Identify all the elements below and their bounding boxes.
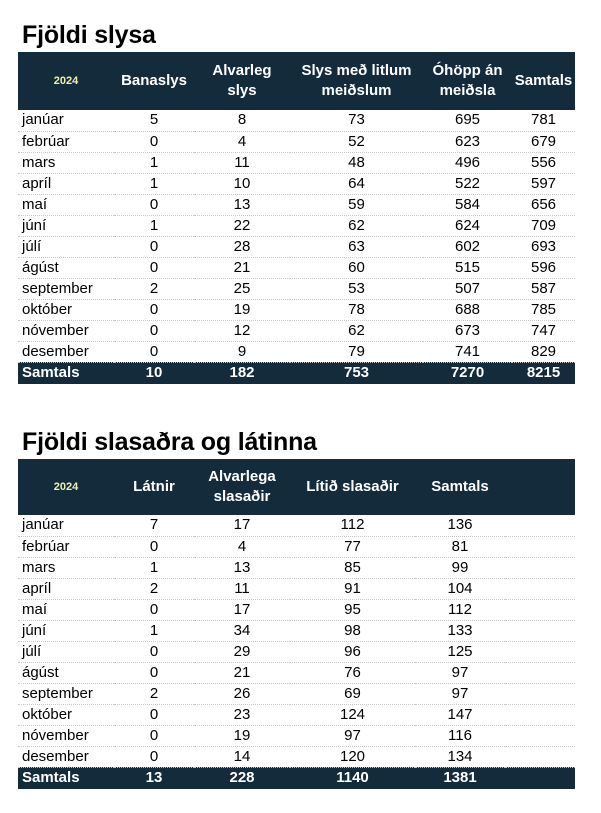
ohopp-cell: 624 <box>423 215 512 236</box>
litid-cell: 120 <box>290 746 415 767</box>
latnir-cell: 0 <box>114 725 194 746</box>
header-line: Alvarleg <box>212 62 272 79</box>
samtals-cell: 679 <box>512 131 575 152</box>
banaslys-cell: 1 <box>114 215 194 236</box>
year-header: 2024 <box>53 75 79 87</box>
latnir-cell: 0 <box>114 746 194 767</box>
alvarlega-cell: 14 <box>194 746 290 767</box>
banaslys-cell: 0 <box>114 320 194 341</box>
table-row <box>18 215 575 236</box>
month-cell: júlí <box>18 236 114 257</box>
month-cell: nóvember <box>18 725 114 746</box>
ohopp-cell: 522 <box>423 173 512 194</box>
table-header-row <box>18 52 575 110</box>
litlum-cell: 64 <box>290 173 423 194</box>
alvarlega-cell: 17 <box>194 515 290 536</box>
litid-cell: 112 <box>290 515 415 536</box>
litlum-cell: 79 <box>290 341 423 362</box>
header-line: Óhöpp án <box>432 62 503 79</box>
month-cell: ágúst <box>18 257 114 278</box>
header-samtals: Samtals <box>431 478 489 495</box>
samtals-cell: 112 <box>415 599 505 620</box>
litid-cell: 77 <box>290 536 415 557</box>
samtals-cell: 747 <box>512 320 575 341</box>
latnir-cell: 0 <box>114 704 194 725</box>
empty-cell <box>505 662 575 683</box>
table-header-row <box>18 459 575 515</box>
banaslys-cell: 0 <box>114 131 194 152</box>
litid-cell: 95 <box>290 599 415 620</box>
alvarleg-cell: 12 <box>194 320 290 341</box>
total-banaslys: 10 <box>145 364 163 381</box>
alvarleg-cell: 25 <box>194 278 290 299</box>
samtals-cell: 656 <box>512 194 575 215</box>
samtals-cell: 693 <box>512 236 575 257</box>
header-slys-litlum <box>290 52 423 110</box>
banaslys-cell: 5 <box>114 110 194 131</box>
litlum-cell: 62 <box>290 320 423 341</box>
banaslys-cell: 2 <box>114 278 194 299</box>
banaslys-cell: 1 <box>114 152 194 173</box>
litlum-cell: 62 <box>290 215 423 236</box>
samtals-cell: 587 <box>512 278 575 299</box>
ohopp-cell: 602 <box>423 236 512 257</box>
ohopp-cell: 741 <box>423 341 512 362</box>
litid-cell: 85 <box>290 557 415 578</box>
samtals-cell: 104 <box>415 578 505 599</box>
empty-cell <box>505 536 575 557</box>
banaslys-cell: 0 <box>114 194 194 215</box>
samtals-cell: 147 <box>415 704 505 725</box>
month-cell: janúar <box>18 515 114 536</box>
alvarleg-cell: 8 <box>194 110 290 131</box>
samtals-cell: 97 <box>415 683 505 704</box>
litlum-cell: 48 <box>290 152 423 173</box>
table-row <box>18 299 575 320</box>
alvarleg-cell: 9 <box>194 341 290 362</box>
alvarlega-cell: 23 <box>194 704 290 725</box>
alvarlega-cell: 34 <box>194 620 290 641</box>
samtals-cell: 125 <box>415 641 505 662</box>
litid-cell: 91 <box>290 578 415 599</box>
month-cell: mars <box>18 557 114 578</box>
month-cell: október <box>18 704 114 725</box>
month-cell: maí <box>18 194 114 215</box>
table-row <box>18 278 575 299</box>
month-cell: apríl <box>18 578 114 599</box>
ohopp-cell: 584 <box>423 194 512 215</box>
table-row <box>18 236 575 257</box>
accidents-title: Fjöldi slysa <box>22 21 156 49</box>
samtals-cell: 116 <box>415 725 505 746</box>
table-row <box>18 194 575 215</box>
month-cell: desember <box>18 341 114 362</box>
total-label: Samtals <box>22 364 80 381</box>
alvarlega-cell: 26 <box>194 683 290 704</box>
header-alvarlega-slasadir <box>194 459 290 515</box>
samtals-cell: 709 <box>512 215 575 236</box>
total-samtals: 1381 <box>443 769 477 786</box>
table-row <box>18 110 575 131</box>
empty-cell <box>505 620 575 641</box>
alvarlega-cell: 11 <box>194 578 290 599</box>
empty-cell <box>505 746 575 767</box>
table-row <box>18 683 575 704</box>
total-row <box>18 767 575 789</box>
banaslys-cell: 0 <box>114 299 194 320</box>
month-cell: september <box>18 683 114 704</box>
header-latnir: Látnir <box>133 478 175 495</box>
total-latnir: 13 <box>145 769 163 786</box>
litid-cell: 97 <box>290 725 415 746</box>
empty-cell <box>505 599 575 620</box>
total-alvarleg: 182 <box>229 364 255 381</box>
month-cell: maí <box>18 599 114 620</box>
table-row <box>18 152 575 173</box>
month-cell: október <box>18 299 114 320</box>
month-cell: febrúar <box>18 536 114 557</box>
total-litlum: 753 <box>343 364 370 381</box>
alvarleg-cell: 11 <box>194 152 290 173</box>
table-row <box>18 320 575 341</box>
table-row <box>18 557 575 578</box>
month-cell: júní <box>18 620 114 641</box>
samtals-cell: 133 <box>415 620 505 641</box>
table-row <box>18 536 575 557</box>
month-cell: júní <box>18 215 114 236</box>
total-label: Samtals <box>22 769 80 786</box>
header-line: slasaðir <box>213 488 271 505</box>
banaslys-cell: 0 <box>114 236 194 257</box>
header-banaslys: Banaslys <box>121 72 187 89</box>
alvarlega-cell: 21 <box>194 662 290 683</box>
ohopp-cell: 623 <box>423 131 512 152</box>
table-row <box>18 173 575 194</box>
alvarleg-cell: 21 <box>194 257 290 278</box>
table-row <box>18 341 575 362</box>
alvarleg-cell: 28 <box>194 236 290 257</box>
latnir-cell: 0 <box>114 536 194 557</box>
month-cell: nóvember <box>18 320 114 341</box>
header-line: meiðsla <box>439 82 496 99</box>
latnir-cell: 2 <box>114 578 194 599</box>
alvarlega-cell: 29 <box>194 641 290 662</box>
table-row <box>18 257 575 278</box>
samtals-cell: 99 <box>415 557 505 578</box>
empty-cell <box>505 683 575 704</box>
ohopp-cell: 496 <box>423 152 512 173</box>
alvarleg-cell: 4 <box>194 131 290 152</box>
ohopp-cell: 515 <box>423 257 512 278</box>
table-row <box>18 641 575 662</box>
table-row <box>18 704 575 725</box>
samtals-cell: 597 <box>512 173 575 194</box>
month-cell: febrúar <box>18 131 114 152</box>
table-row <box>18 599 575 620</box>
header-line: Alvarlega <box>208 468 276 485</box>
ohopp-cell: 507 <box>423 278 512 299</box>
samtals-cell: 781 <box>512 110 575 131</box>
samtals-cell: 596 <box>512 257 575 278</box>
empty-cell <box>505 704 575 725</box>
month-cell: janúar <box>18 110 114 131</box>
injured-title: Fjöldi slasaðra og látinna <box>22 428 317 456</box>
month-cell: desember <box>18 746 114 767</box>
samtals-cell: 829 <box>512 341 575 362</box>
alvarleg-cell: 10 <box>194 173 290 194</box>
samtals-cell: 81 <box>415 536 505 557</box>
litlum-cell: 78 <box>290 299 423 320</box>
table-row <box>18 515 575 536</box>
latnir-cell: 0 <box>114 599 194 620</box>
litid-cell: 98 <box>290 620 415 641</box>
samtals-cell: 97 <box>415 662 505 683</box>
header-ohopp <box>423 52 512 110</box>
total-alvarlega: 228 <box>229 769 255 786</box>
litlum-cell: 52 <box>290 131 423 152</box>
samtals-cell: 785 <box>512 299 575 320</box>
litid-cell: 76 <box>290 662 415 683</box>
alvarleg-cell: 13 <box>194 194 290 215</box>
header-alvarleg-slys <box>194 52 290 110</box>
ohopp-cell: 695 <box>423 110 512 131</box>
table-row <box>18 578 575 599</box>
empty-cell <box>505 578 575 599</box>
latnir-cell: 1 <box>114 557 194 578</box>
alvarleg-cell: 22 <box>194 215 290 236</box>
month-cell: september <box>18 278 114 299</box>
total-empty <box>505 767 575 789</box>
banaslys-cell: 0 <box>114 341 194 362</box>
header-line: meiðslum <box>321 82 392 99</box>
litlum-cell: 73 <box>290 110 423 131</box>
year-header: 2024 <box>53 481 79 493</box>
latnir-cell: 1 <box>114 620 194 641</box>
table-row <box>18 131 575 152</box>
litlum-cell: 60 <box>290 257 423 278</box>
total-litid: 1140 <box>336 769 369 786</box>
latnir-cell: 2 <box>114 683 194 704</box>
empty-cell <box>505 515 575 536</box>
alvarlega-cell: 19 <box>194 725 290 746</box>
total-row <box>18 362 575 384</box>
alvarleg-cell: 19 <box>194 299 290 320</box>
total-ohopp: 7270 <box>450 364 485 381</box>
litlum-cell: 53 <box>290 278 423 299</box>
total-samtals: 8215 <box>526 364 561 381</box>
month-cell: ágúst <box>18 662 114 683</box>
litlum-cell: 59 <box>290 194 423 215</box>
header-empty <box>505 459 575 515</box>
alvarlega-cell: 13 <box>194 557 290 578</box>
litlum-cell: 63 <box>290 236 423 257</box>
alvarlega-cell: 4 <box>194 536 290 557</box>
banaslys-cell: 0 <box>114 257 194 278</box>
table-row <box>18 746 575 767</box>
litid-cell: 69 <box>290 683 415 704</box>
litid-cell: 124 <box>290 704 415 725</box>
header-litid-slasadir: Lítið slasaðir <box>306 478 399 495</box>
ohopp-cell: 688 <box>423 299 512 320</box>
header-line: Slys með litlum <box>301 62 412 79</box>
empty-cell <box>505 641 575 662</box>
samtals-cell: 134 <box>415 746 505 767</box>
month-cell: mars <box>18 152 114 173</box>
banaslys-cell: 1 <box>114 173 194 194</box>
month-cell: júlí <box>18 641 114 662</box>
table-row <box>18 725 575 746</box>
header-samtals: Samtals <box>514 72 573 89</box>
latnir-cell: 0 <box>114 662 194 683</box>
samtals-cell: 556 <box>512 152 575 173</box>
table-row <box>18 620 575 641</box>
empty-cell <box>505 725 575 746</box>
injured-table <box>18 459 575 789</box>
alvarlega-cell: 17 <box>194 599 290 620</box>
accidents-table <box>18 52 575 384</box>
latnir-cell: 0 <box>114 641 194 662</box>
header-line: slys <box>227 82 257 99</box>
litid-cell: 96 <box>290 641 415 662</box>
samtals-cell: 136 <box>415 515 505 536</box>
empty-cell <box>505 557 575 578</box>
latnir-cell: 7 <box>114 515 194 536</box>
ohopp-cell: 673 <box>423 320 512 341</box>
month-cell: apríl <box>18 173 114 194</box>
table-row <box>18 662 575 683</box>
